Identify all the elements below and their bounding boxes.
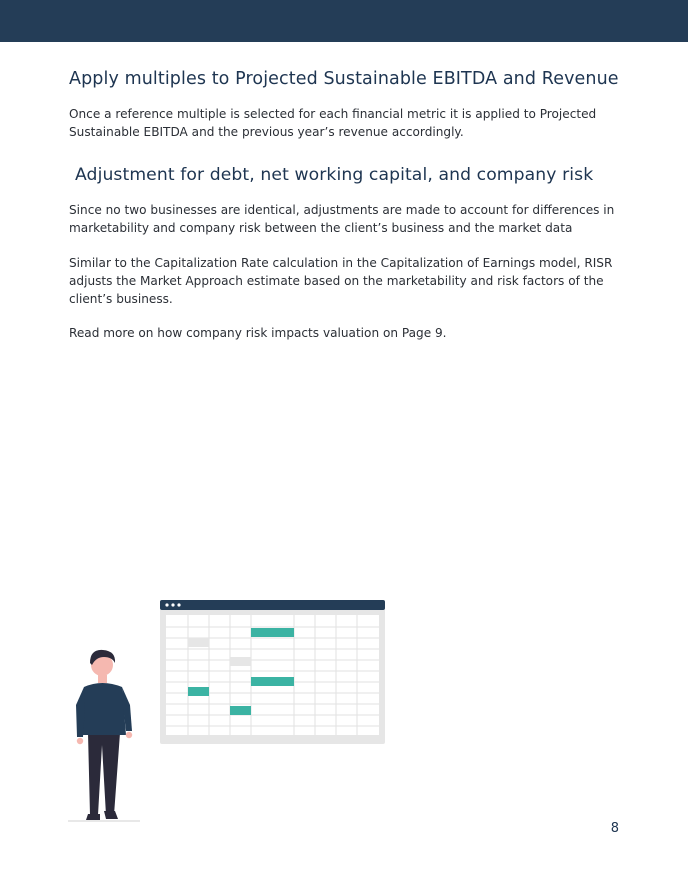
paragraph-read-more: Read more on how company risk impacts valuation on Page 9. bbox=[69, 326, 447, 340]
page-number: 8 bbox=[610, 821, 619, 836]
header-bar bbox=[0, 0, 688, 42]
paragraph-apply-multiples: Once a reference multiple is selected for each financial metric it is applied to Projected Sustainable EBITDA and the previous year’s revenue accordingly. bbox=[69, 107, 597, 139]
paragraph-adjustment-risr: Similar to the Capitalization Rate calculation in the Capitalization of Earnings model, RISR adjusts the Market Approach estimate based on the marketability and risk factors of the client’s business. bbox=[69, 256, 613, 306]
person-figure bbox=[68, 650, 140, 821]
spreadsheet-window bbox=[160, 600, 385, 744]
paragraph-adjustment-intro: Since no two businesses are identical, adjustments are made to account for differences in marketability and company risk between the client’s business and the market data bbox=[69, 203, 615, 235]
section-heading-adjustment: Adjustment for debt, net working capital, and company risk bbox=[75, 165, 594, 185]
person-with-spreadsheet-illustration bbox=[60, 595, 400, 825]
section-heading-apply-multiples: Apply multiples to Projected Sustainable EBITDA and Revenue bbox=[69, 69, 619, 89]
